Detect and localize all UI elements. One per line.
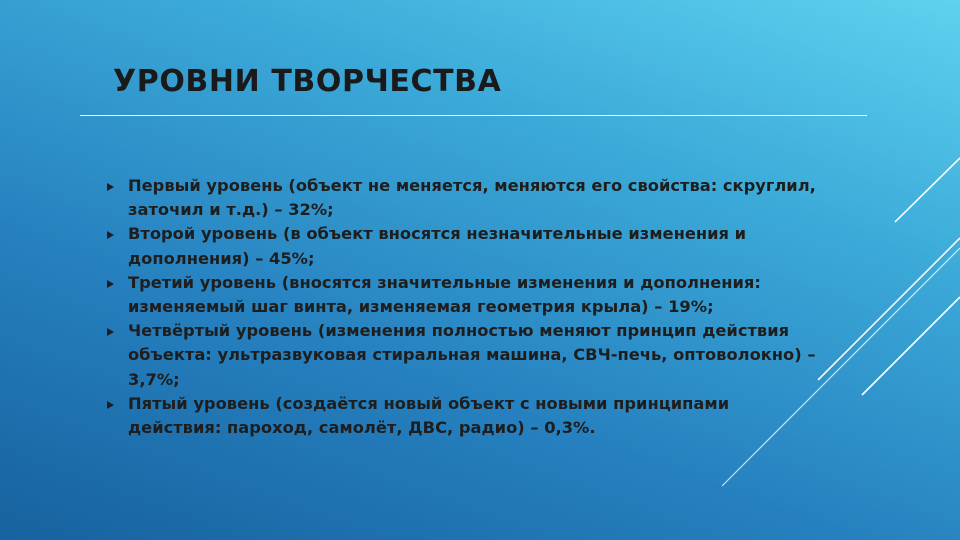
diagonal-line-3: [862, 297, 960, 395]
bullet-item-level-2: [128, 222, 818, 270]
bullet-arrow-icon: [107, 183, 114, 191]
bullet-list: [128, 174, 818, 440]
diagonal-line-2: [818, 238, 960, 380]
bullet-item-level-5: [128, 392, 818, 440]
bullet-text: Третий уровень (вносятся значительные изменения и дополнения: изменяемый шаг винта, изменяемая геометрия крыла) – 19%;: [128, 272, 761, 317]
bullet-text: Первый уровень (объект не меняется, меняются его свойства: скруглил, заточил и т.д.) – 32%;: [128, 176, 816, 220]
diagonal-line-1: [895, 158, 960, 222]
bullet-arrow-icon: [107, 231, 114, 239]
bullet-arrow-icon: [107, 280, 114, 288]
bullet-item-level-1: [128, 174, 818, 222]
bullet-item-level-4: [128, 319, 818, 392]
bullet-text: Второй уровень (в объект вносятся незначительные изменения и дополнения) – 45%;: [128, 224, 747, 268]
bullet-arrow-icon: [107, 328, 114, 336]
title-underline: [80, 115, 867, 116]
bullet-text: Четвёртый уровень (изменения полностью меняют принцип действия объекта: ультразвуковая стиральная машина, СВЧ-печь, оптоволокно) – 3,7%;: [128, 321, 816, 389]
bullet-arrow-icon: [107, 401, 114, 409]
bullet-text: Пятый уровень (создаётся новый объект с новыми принципами действия: пароход, самолёт, ДВС, радио) – 0,3%.: [128, 393, 730, 438]
slide-title: УРОВНИ ТВОРЧЕСТВА: [113, 64, 502, 99]
bullet-item-level-3: [128, 271, 818, 319]
